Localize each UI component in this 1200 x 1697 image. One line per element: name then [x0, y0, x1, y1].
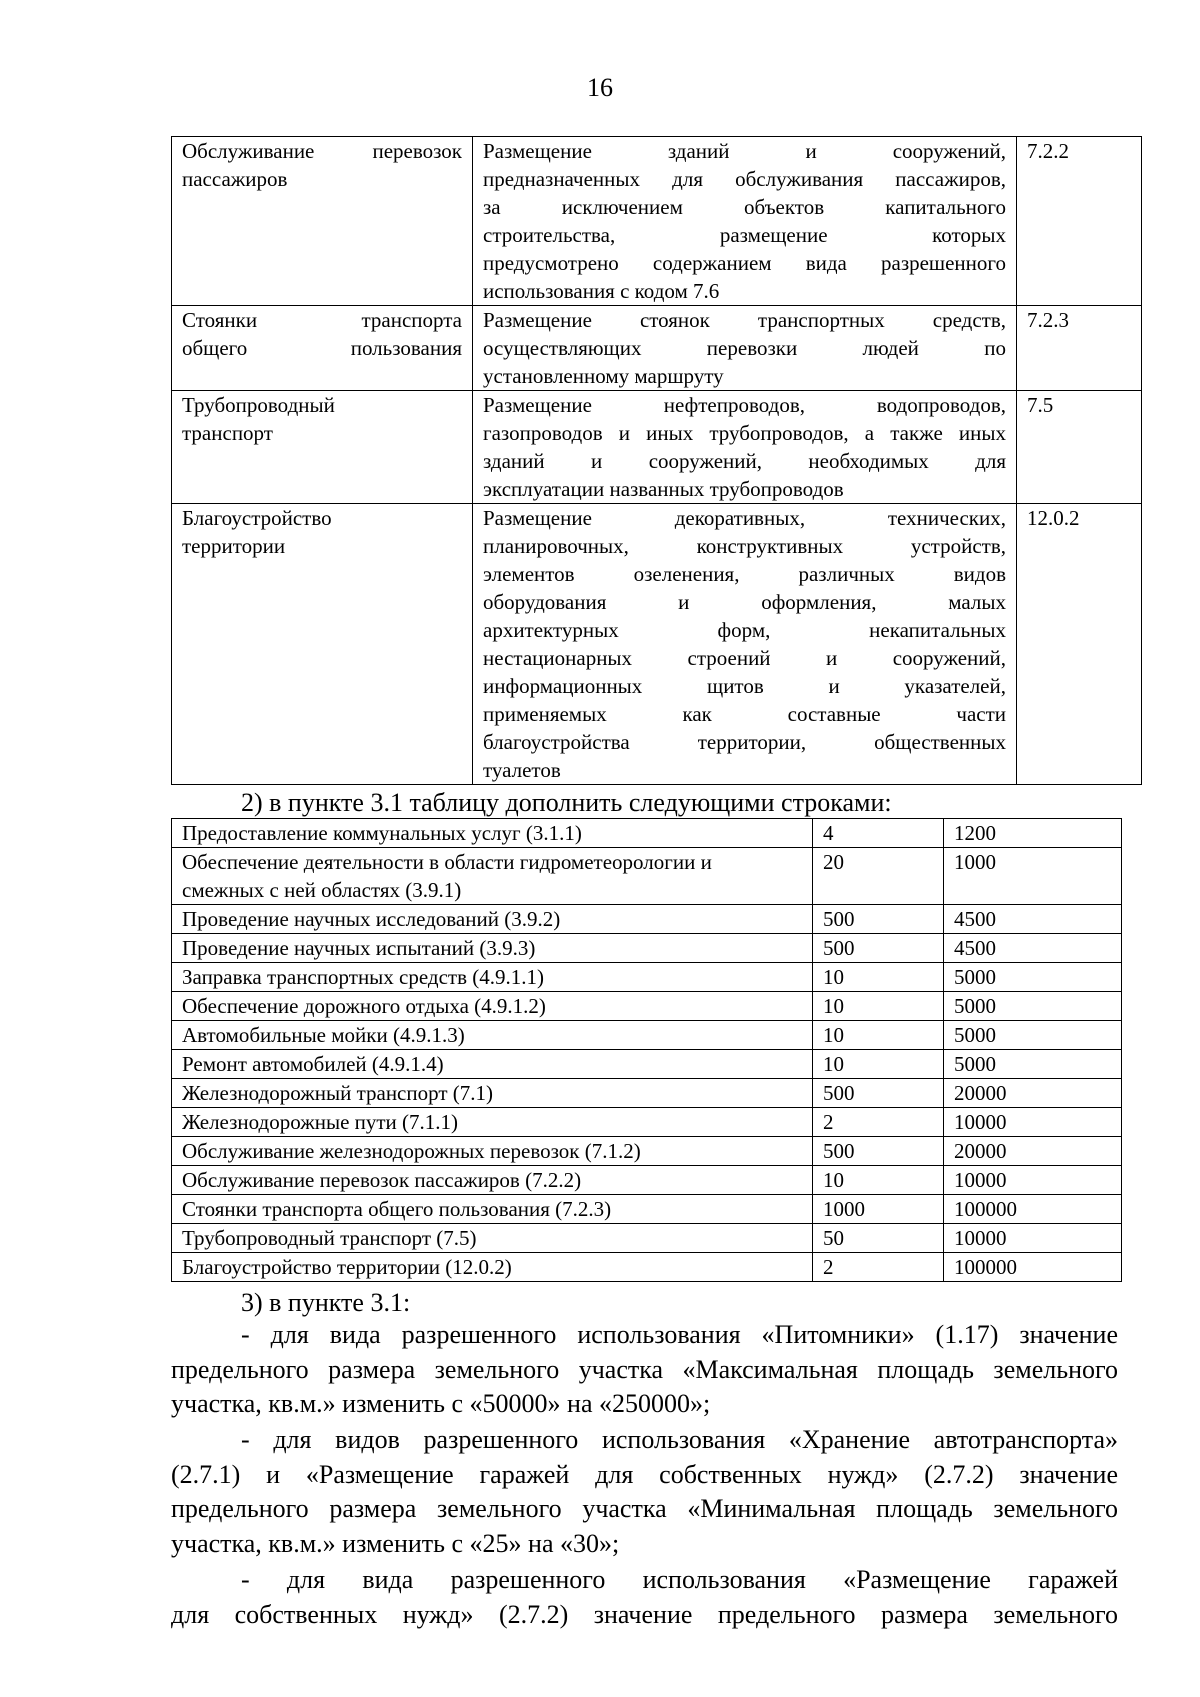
desc-line: нестационарных строений и сооружений, — [483, 646, 1006, 670]
table-row — [172, 306, 1142, 391]
section-3-intro: 3) в пункте 3.1: — [241, 1288, 411, 1317]
table-row — [172, 1079, 1122, 1108]
min-value-cell: 10 — [813, 1050, 944, 1079]
table-row — [172, 848, 1122, 905]
desc-line: осуществляющих перевозки людей по — [483, 336, 1006, 360]
paragraph-line: предельного размера земельного участка «Максимальная площадь земельного — [171, 1354, 1118, 1384]
name-line: общего пользования — [182, 336, 462, 360]
table-row — [172, 137, 1142, 306]
min-value-cell: 10 — [813, 963, 944, 992]
use-type-description — [473, 504, 1017, 785]
desc-line: предназначенных для обслуживания пассажиров, — [483, 167, 1006, 191]
paragraph-line: для собственных нужд» (2.7.2) значение предельного размера земельного — [171, 1599, 1118, 1629]
paragraph-line: предельного размера земельного участка «Минимальная площадь земельного — [171, 1494, 1118, 1523]
min-value-cell: 500 — [813, 934, 944, 963]
table-row — [172, 1137, 1122, 1166]
desc-line: туалетов — [483, 758, 561, 782]
min-value-cell: 10 — [813, 1166, 944, 1195]
desc-line: благоустройства территории, общественных — [483, 730, 1006, 754]
page-number: 16 — [587, 73, 613, 102]
use-type-cell: Обслуживание железнодорожных перевозок (7.1.2) — [172, 1137, 813, 1166]
table-row — [172, 1108, 1122, 1137]
max-value-cell: 1200 — [944, 819, 1122, 848]
use-type-cell: Железнодорожный транспорт (7.1) — [172, 1079, 813, 1108]
name-line: Стоянки транспорта — [182, 308, 462, 332]
min-value-cell: 20 — [813, 848, 944, 905]
use-type-description — [473, 306, 1017, 391]
use-type-cell: Железнодорожные пути (7.1.1) — [172, 1108, 813, 1137]
max-value-cell: 1000 — [944, 848, 1122, 905]
use-type-code: 7.2.3 — [1017, 306, 1142, 391]
name-line: пассажиров — [182, 167, 288, 191]
desc-line: Размещение декоративных, технических, — [483, 506, 1006, 530]
max-value-cell: 5000 — [944, 992, 1122, 1021]
use-type-name — [172, 504, 473, 785]
desc-line: эксплуатации названных трубопроводов — [483, 477, 844, 501]
desc-line: применяемых как составные части — [483, 702, 1006, 726]
max-value-cell: 5000 — [944, 1050, 1122, 1079]
name-line: Благоустройство — [182, 506, 332, 530]
amendment-paragraph — [171, 1318, 1118, 1422]
desc-line: планировочных, конструктивных устройств, — [483, 534, 1006, 558]
use-type-code: 7.2.2 — [1017, 137, 1142, 306]
use-type-name — [172, 391, 473, 504]
table-row — [172, 963, 1122, 992]
desc-line: Размещение зданий и сооружений, — [483, 139, 1006, 163]
use-type-cell: Стоянки транспорта общего пользования (7.2.3) — [172, 1195, 813, 1224]
paragraph-line: - для вида разрешенного использования «Размещение гаражей — [241, 1565, 1118, 1594]
table-row — [172, 504, 1142, 785]
table-row — [172, 819, 1122, 848]
use-type-cell: Благоустройство территории (12.0.2) — [172, 1253, 813, 1282]
paragraph-line: участка, кв.м.» изменить с «50000» на «250000»; — [171, 1389, 711, 1418]
desc-line: строительства, размещение которых — [483, 223, 1006, 247]
use-type-code: 7.5 — [1017, 391, 1142, 504]
use-type-code: 12.0.2 — [1017, 504, 1142, 785]
table-row — [172, 1021, 1122, 1050]
max-value-cell: 20000 — [944, 1137, 1122, 1166]
min-value-cell: 2 — [813, 1108, 944, 1137]
table-row — [172, 1224, 1122, 1253]
max-value-cell: 20000 — [944, 1079, 1122, 1108]
desc-line: Размещение стоянок транспортных средств, — [483, 308, 1006, 332]
name-line: территории — [182, 534, 286, 558]
land-plot-size-table — [171, 818, 1122, 1282]
min-value-cell: 50 — [813, 1224, 944, 1253]
amendment-paragraph — [171, 1563, 1118, 1632]
desc-line: установленному маршруту — [483, 364, 724, 388]
paragraph-line: (2.7.1) и «Размещение гаражей для собственных нужд» (2.7.2) значение — [171, 1459, 1118, 1489]
use-type-cell: Обслуживание перевозок пассажиров (7.2.2) — [172, 1166, 813, 1195]
max-value-cell: 10000 — [944, 1108, 1122, 1137]
use-type-cell: Ремонт автомобилей (4.9.1.4) — [172, 1050, 813, 1079]
table-row — [172, 1195, 1122, 1224]
name-line: Обеспечение деятельности в области гидрометеорологии и — [182, 850, 712, 874]
min-value-cell: 10 — [813, 1021, 944, 1050]
desc-line: за исключением объектов капитального — [483, 195, 1006, 219]
use-type-description — [473, 137, 1017, 306]
max-value-cell: 100000 — [944, 1253, 1122, 1282]
table-row — [172, 391, 1142, 504]
desc-line: элементов озеленения, различных видов — [483, 562, 1006, 586]
use-type-cell: Проведение научных исследований (3.9.2) — [172, 905, 813, 934]
desc-line: зданий и сооружений, необходимых для — [483, 449, 1006, 473]
paragraph-line: - для вида разрешенного использования «Питомники» (1.17) значение — [241, 1320, 1118, 1349]
use-type-cell: Предоставление коммунальных услуг (3.1.1) — [172, 819, 813, 848]
desc-line: использования с кодом 7.6 — [483, 279, 720, 303]
max-value-cell: 4500 — [944, 905, 1122, 934]
desc-line: предусмотрено содержанием вида разрешенного — [483, 251, 1006, 275]
max-value-cell: 5000 — [944, 963, 1122, 992]
use-type-cell: Проведение научных испытаний (3.9.3) — [172, 934, 813, 963]
table-row — [172, 1050, 1122, 1079]
table-row — [172, 934, 1122, 963]
desc-line: оборудования и оформления, малых — [483, 590, 1006, 614]
table-row — [172, 992, 1122, 1021]
min-value-cell: 10 — [813, 992, 944, 1021]
name-line: Трубопроводный — [182, 393, 335, 417]
min-value-cell: 500 — [813, 905, 944, 934]
use-type-description — [473, 391, 1017, 504]
name-line: Обслуживание перевозок — [182, 139, 462, 163]
use-type-name — [172, 137, 473, 306]
use-type-cell: Заправка транспортных средств (4.9.1.1) — [172, 963, 813, 992]
max-value-cell: 5000 — [944, 1021, 1122, 1050]
min-value-cell: 1000 — [813, 1195, 944, 1224]
max-value-cell: 10000 — [944, 1166, 1122, 1195]
table-row — [172, 1253, 1122, 1282]
desc-line: Размещение нефтепроводов, водопроводов, — [483, 393, 1006, 417]
max-value-cell: 10000 — [944, 1224, 1122, 1253]
desc-line: газопроводов и иных трубопроводов, а также иных — [483, 421, 1006, 445]
max-value-cell: 4500 — [944, 934, 1122, 963]
max-value-cell: 100000 — [944, 1195, 1122, 1224]
table-row — [172, 905, 1122, 934]
use-type-cell: Обеспечение дорожного отдыха (4.9.1.2) — [172, 992, 813, 1021]
name-line: транспорт — [182, 421, 273, 445]
use-type-cell: Трубопроводный транспорт (7.5) — [172, 1224, 813, 1253]
min-value-cell: 4 — [813, 819, 944, 848]
land-use-types-table — [171, 136, 1142, 785]
section-2-intro: 2) в пункте 3.1 таблицу дополнить следующими строками: — [241, 788, 892, 817]
amendment-paragraph — [171, 1423, 1118, 1561]
use-type-cell — [172, 848, 813, 905]
paragraph-line: участка, кв.м.» изменить с «25» на «30»; — [171, 1528, 620, 1558]
table-row — [172, 1166, 1122, 1195]
desc-line: информационных щитов и указателей, — [483, 674, 1006, 698]
min-value-cell: 500 — [813, 1137, 944, 1166]
paragraph-line: - для видов разрешенного использования «Хранение автотранспорта» — [241, 1425, 1118, 1454]
min-value-cell: 2 — [813, 1253, 944, 1282]
name-line: смежных с ней областях (3.9.1) — [182, 878, 462, 902]
use-type-cell: Автомобильные мойки (4.9.1.3) — [172, 1021, 813, 1050]
use-type-name — [172, 306, 473, 391]
min-value-cell: 500 — [813, 1079, 944, 1108]
desc-line: архитектурных форм, некапитальных — [483, 618, 1006, 642]
